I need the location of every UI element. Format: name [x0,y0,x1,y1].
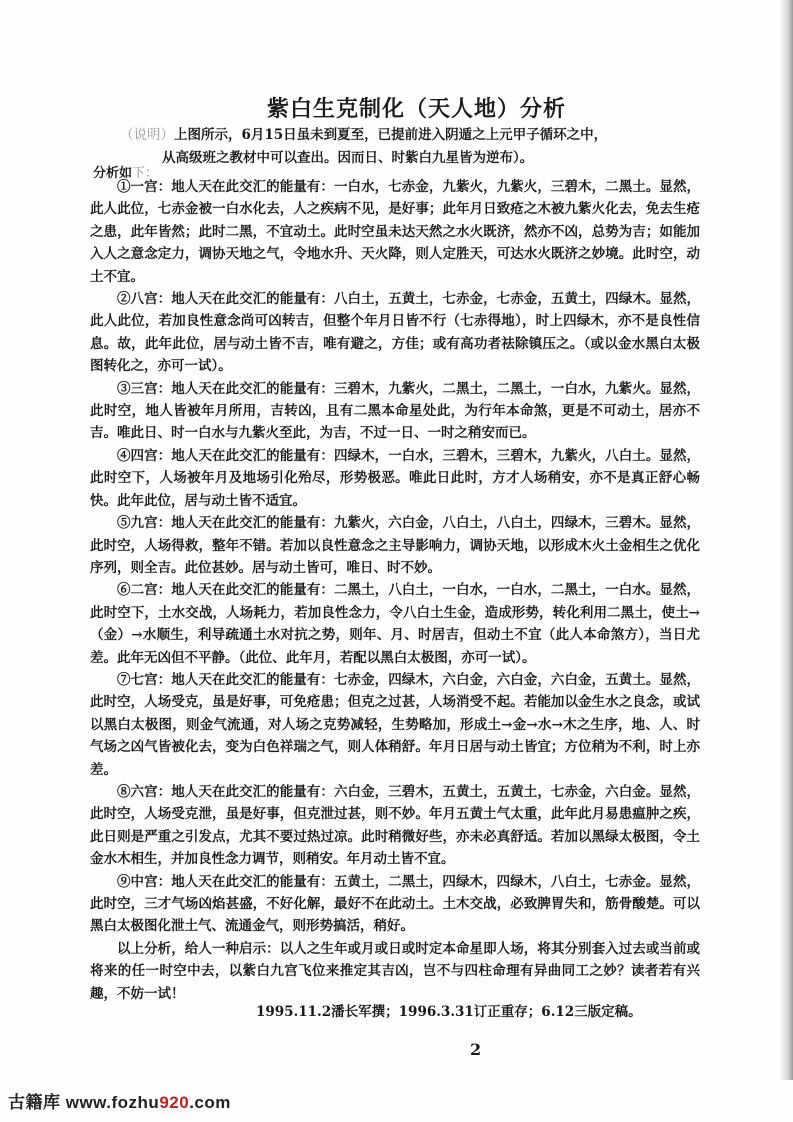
paragraph-palace-2: ⑥二宫：地人天在此交汇的能量有：二黑土，八白土，一白水，一白水，二黑土，一白水。显然，此时空下，土水交战，人场耗力，若加良性念力，令八白土生金，造成形势，转化利用二黑土，使土→（金）→水顺生，利导疏通土水对抗之势，则年、月、时居吉，但动土不宜（此人本命煞方），当日尤差。此年无凶但不平静。（此位、此年月，若配以黑白太极图，亦可一试）。 [90,582,700,666]
paragraph-palace-8: ②八宫：地人天在此交汇的能量有：八白土，五黄土，七赤金，七赤金，五黄土，四绿木。显然，此人此位，若加良性意念尚可凶转吉，但整个年月日皆不行（七赤得地），时上四绿木，亦不是良性信息。故，此年此位，居与动土皆不吉，唯有避之，方佳；或有高功者祛除镇压之。（或以金水黑白太极图转化之，亦可一试）。 [90,291,700,375]
subheading-tail: 下： [132,166,159,181]
paragraph-palace-center: ⑨中宫：地人天在此交汇的能量有：五黄土，二黑土，四绿木，四绿木，八白土，七赤金。显然，此时空，三才气场凶焰甚盛，不好化解，最好不在此动土。土木交战，必致脾胃失和，筋骨酸楚。可以黑白太极图化泄土气、流通金气，则形势搞活，稍好。 [90,873,700,935]
paragraph-palace-9: ⑤九宫：地人天在此交汇的能量有：九紫火，六白金，八白土，八白土，四绿木，三碧木。显然，此时空，人场得救，整年不错。若加以良性意念之主导影响力，调协天地，以形成木火土金相生之优化序列，则全吉。此位甚妙。居与动土皆可，唯日、时不妙。 [90,515,700,576]
intro-text-1: 上图所示，6月15日虽未到夏至，已提前进入阴遁之上元甲子循环之中， [174,127,608,143]
footer-brand: 古籍库 [8,1093,61,1112]
page-title: 紫白生克制化（天人地）分析 [266,96,566,122]
intro-line-1 [120,124,720,147]
intro-line-2: 从高级班之教材中可以查出。因而日、时紫白九星皆为逆布）。 [162,150,534,166]
paragraph-palace-7: ⑦七宫：地人天在此交汇的能量有：七赤金，四绿木，六白金，六白金，六白金，五黄土。显然，此时空，人场受克，虽是好事，可免疮患；但克之过甚，人场消受不起。若能加以金生水之良念，或试以黑白太极图，则金气流通，对人场之克势减轻，生势略加，形成土→金→水→木之生序，地、人、时气场之凶气皆被化去，变为白色祥瑞之气，则人体稍舒。年月日居与动土皆宜；方位稍为不利，时上亦差。 [90,671,700,778]
paragraph-conclusion: 以上分析，给人一种启示：以人之生年或月或日或时定本命星即人场，将其分别套入过去或当前或将来的任一时空中去，以紫白九宫飞位来推定其吉凶，岂不与四柱命理有异曲同工之妙？读者若有兴趣，不妨一试！ [90,940,700,1002]
subheading-text: 分析如 [93,166,133,181]
footer-site-suffix: .com [189,1093,231,1112]
intro-prefix: （说明） [120,127,174,143]
footer-site-prefix: www.fozhu [65,1093,160,1112]
footer-site-number: 920 [159,1093,190,1112]
scan-edge-shadow [779,0,793,1080]
signature-line: 1995.11.2潘长军撰；1996.3.31订正重存；6.12三版定稿。 [256,1004,642,1020]
page-number: 2 [470,1040,482,1059]
analysis-body [90,176,700,1005]
paragraph-palace-3: ③三宫：地人天在此交汇的能量有：三碧木，九紫火，二黑土，二黑土，一白水，九紫火。显然，此时空，地人皆被年月所用，吉转凶，且有二黑本命星处此，为行年本命煞，更是不可动土，居亦不吉。唯此日、时一白水与九紫火至此，为吉，不过一日、一时之稍安而已。 [90,380,700,442]
paragraph-palace-6: ⑧六宫：地人天在此交汇的能量有：六白金，三碧木，五黄土，五黄土，七赤金，六白金。显然，此时空，人场受克泄，虽是好事，但克泄过甚，则不妙。年月五黄土气太重，此年此月易患瘟肿之疾，此日则是严重之引发点，尤其不要过热过凉。此时稍微好些，亦未必真舒适。若加以黑绿太极图，令土金水木相生，并加良性念力调节，则稍安。年月动土皆不宜。 [90,783,700,868]
paragraph-palace-1: ①一宫：地人天在此交汇的能量有：一白水，七赤金，九紫火，九紫火，三碧木，二黑土。显然，此人此位，七赤金被一白水化去，人之疾病不见，是好事；此年月日致疮之木被九紫火化去，免去生疮之患，此年皆然；此时二黑，不宜动土。此时空虽未达天然之水火既济，然亦不凶，总势为吉；如能加入人之意念定力，调协天地之气，令地水升、天火降，则人定胜天，可达水火既济之妙境。此时空，动土不宜。 [90,179,700,285]
watermark-footer [8,1088,231,1113]
intro-note [120,124,720,170]
paragraph-palace-4: ④四宫：地人天在此交汇的能量有：四绿木，一白水，三碧木，三碧木，九紫火，八白土。显然，此时空下，人场被年月及地场引化殆尽，形势极恶。唯此日此时，方才人场稍安，亦不是真正舒心畅快。此年此位，居与动土皆不适宜。 [90,447,700,509]
